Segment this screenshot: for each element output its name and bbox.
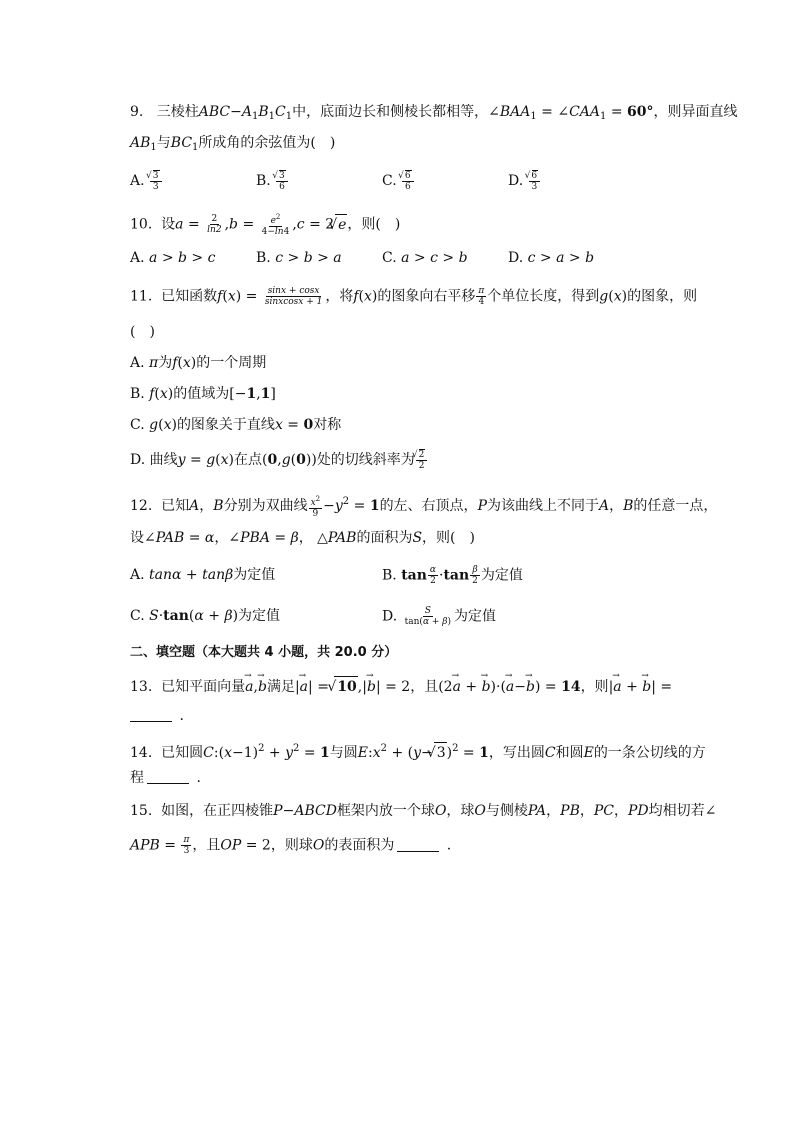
q10-option-d: D. c > a > b xyxy=(508,250,595,266)
q11-option-c: C. g(x)的图象关于直线x = 0对称 xyxy=(130,417,342,433)
answer-blank[interactable] xyxy=(130,707,172,722)
q12-option-c: C. S·tan(α + β)为定值 xyxy=(130,608,281,624)
answer-blank[interactable] xyxy=(397,837,439,852)
q11-option-b: B. f(x)的值域为[−1,1] xyxy=(130,386,276,402)
question-9-line-2: $AB_1$与$BC_1$所成角的余弦值为( ) xyxy=(130,135,336,153)
question-14-line-2: 程 . xyxy=(130,770,201,786)
question-12-line-1: 12. 已知A，B分别为双曲线 $\frac{x^2}{9}$ $-y^2 = 1$的左、右顶点，P为该曲线上不同于A，B的任意一点， xyxy=(130,494,718,519)
q12-option-a: A. tanα + tanβ为定值 xyxy=(130,567,276,583)
q9-option-c: C. √ $\frac{6}{6}$ xyxy=(382,170,415,192)
q9-option-b: B. √ $\frac{3}{6}$ xyxy=(256,170,289,192)
q12-option-b: B. tan $\frac{\alpha}{2}$ ·tan $\frac{\beta}{2}$ 为定值 xyxy=(382,565,523,586)
section-2-title: 二、填空题（本大题共 4 小题，共 20.0 分） xyxy=(130,645,398,660)
question-13-line-1: 13. 已知平面向量a →,b →满足|a →| = √ 10,|b →| = 2，且(2a → + b →)·(a →−b →) = 14，则|a → + b →| = xyxy=(130,676,672,697)
question-10-line-1: 10. 设a = $\frac{2}{\ln 2}$ ,b = $\frac{e^2}{4-\ln 4}$ ,c = 2√ e，则( ) xyxy=(130,212,400,237)
q10-option-a: A. a > b > c xyxy=(130,250,216,266)
question-9-line-1: 9. 三棱柱$ABC-A_1B_1C_1$中，底面边长和侧棱长都相等，$\angle BAA_1$ = $\angle CAA_1 = 60^\circ$，则异面直线 xyxy=(130,104,738,122)
q10-option-b: B. c > b > a xyxy=(256,250,342,266)
question-15-line-1: 15. 如图，在正四棱锥P−ABCD框架内放一个球O，球O与侧棱PA，PB，PC，PD均相切若∠ xyxy=(130,803,717,819)
q12-option-d: D. $\frac{S}{\tan(\alpha + \beta)}$ 为定值 xyxy=(382,606,496,627)
q11-option-a: A. π为f(x)的一个周期 xyxy=(130,355,267,371)
q9-option-d: D. √ $\frac{6}{3}$ xyxy=(508,170,541,192)
question-12-line-2: 设∠PAB = α，∠PBA = β， △PAB的面积为S，则( ) xyxy=(130,530,475,546)
question-13-line-2: . xyxy=(130,706,184,726)
q9-option-a: A. √ $\frac{3}{3}$ xyxy=(130,170,163,192)
question-14-line-1: 14. 已知圆$C:(x-1)^2 + y^2 = 1$与圆$E:x^2 + (y-√$ 3)$^2$ = 1，写出圆C和圆E的一条公切线的方 xyxy=(130,739,706,763)
question-11-line-1: 11. 已知函数f(x) = $\frac{\sin x + \cos x}{\text{sinxcosx + 1}}$ ，将f(x)的图象向右平移 $\frac{\pi}{4}$ 个单位长度，得到g(x)的图象，则 xyxy=(130,286,698,307)
q10-option-c: C. a > c > b xyxy=(382,250,468,266)
q11-option-d: D. 曲线y = g(x)在点(0,g(0))处的切线斜率为 √ $\frac{2}{2}$ xyxy=(130,449,428,471)
question-11-line-2: ( ) xyxy=(130,324,155,340)
question-15-line-2: APB = $\frac{\pi}{3}$ ，且OP = 2，则球O的表面积为 . xyxy=(130,835,452,856)
question-number: 9. xyxy=(130,104,144,120)
answer-blank[interactable] xyxy=(147,769,189,784)
